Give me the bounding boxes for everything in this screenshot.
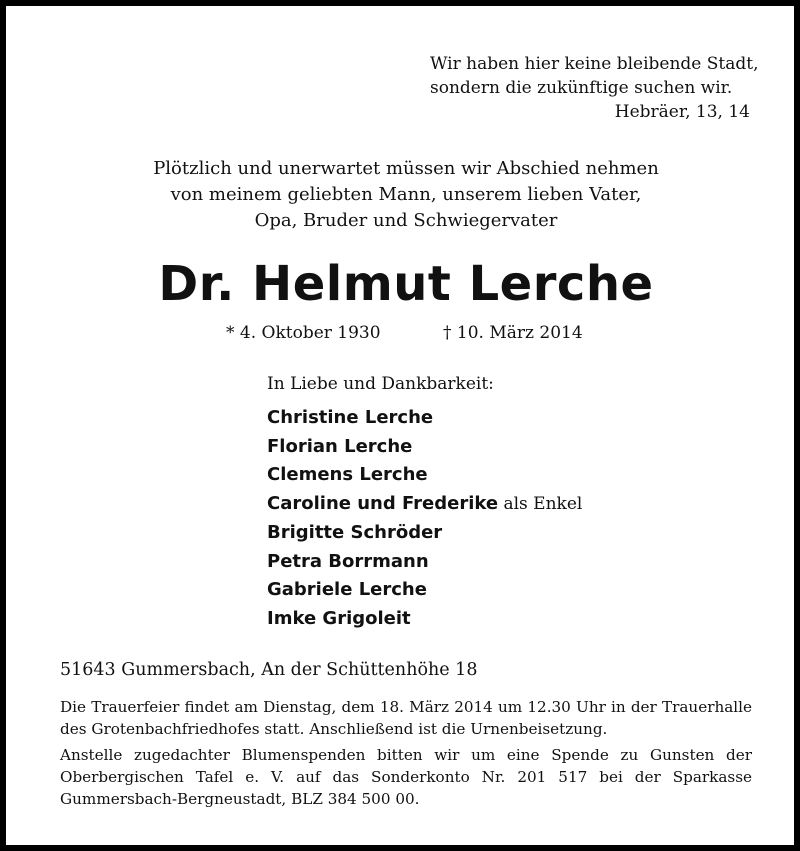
mourner-name: Gabriele Lerche: [267, 579, 427, 601]
intro-line: Plötzlich und unerwartet müssen wir Abschied nehmen: [153, 158, 659, 179]
list-item: [267, 490, 582, 519]
mourner-list: [267, 404, 582, 634]
funeral-info: Die Trauerfeier findet am Dienstag, dem 18. März 2014 um 12.30 Uhr in der Trauerhalle des Grotenbachfriedhofes statt. Anschließend ist die Urnenbeisetzung.: [60, 698, 752, 738]
list-item: [267, 404, 582, 433]
quote-reference: Hebräer, 13, 14: [614, 102, 750, 122]
list-item: [267, 576, 582, 605]
intro-line: von meinem geliebten Mann, unserem lieben Vater,: [170, 184, 642, 205]
family-intro: In Liebe und Dankbarkeit:: [267, 374, 494, 394]
mourner-name: Brigitte Schröder: [267, 521, 443, 543]
list-item: [267, 461, 582, 490]
intro-text: [6, 156, 800, 234]
donation-info: Anstelle zugedachter Blumenspenden bitten wir um eine Spende zu Gunsten der Oberbergischen Tafel e. V. auf das Sonderkonto Nr. 201 517 bei der Sparkasse Gummersbach-Bergneustadt, BLZ 384 500 00.: [60, 746, 752, 808]
list-item: [267, 548, 582, 577]
death-date: † 10. März 2014: [443, 323, 583, 343]
mourner-name: Caroline und Frederike: [267, 493, 499, 515]
mourner-note: als Enkel: [498, 494, 583, 515]
mourner-name: Christine Lerche: [267, 407, 434, 428]
quote-line: Wir haben hier keine bleibende Stadt,: [430, 54, 759, 74]
intro-line: Opa, Bruder und Schwiegervater: [254, 210, 558, 231]
bible-quote: [430, 52, 759, 122]
address: 51643 Gummersbach, An der Schüttenhöhe 18: [60, 660, 478, 680]
list-item: [267, 433, 582, 462]
birth-date: * 4. Oktober 1930: [226, 323, 381, 343]
mourner-name: Florian Lerche: [267, 435, 413, 457]
mourner-name: Imke Grigoleit: [267, 607, 411, 629]
list-item: [267, 519, 582, 548]
deceased-name: Dr. Helmut Lerche: [158, 256, 654, 312]
list-item: [267, 605, 582, 634]
mourner-name: Clemens Lerche: [267, 464, 428, 486]
quote-line: sondern die zukünftige suchen wir.: [430, 78, 733, 98]
mourner-name: Petra Borrmann: [267, 550, 429, 572]
